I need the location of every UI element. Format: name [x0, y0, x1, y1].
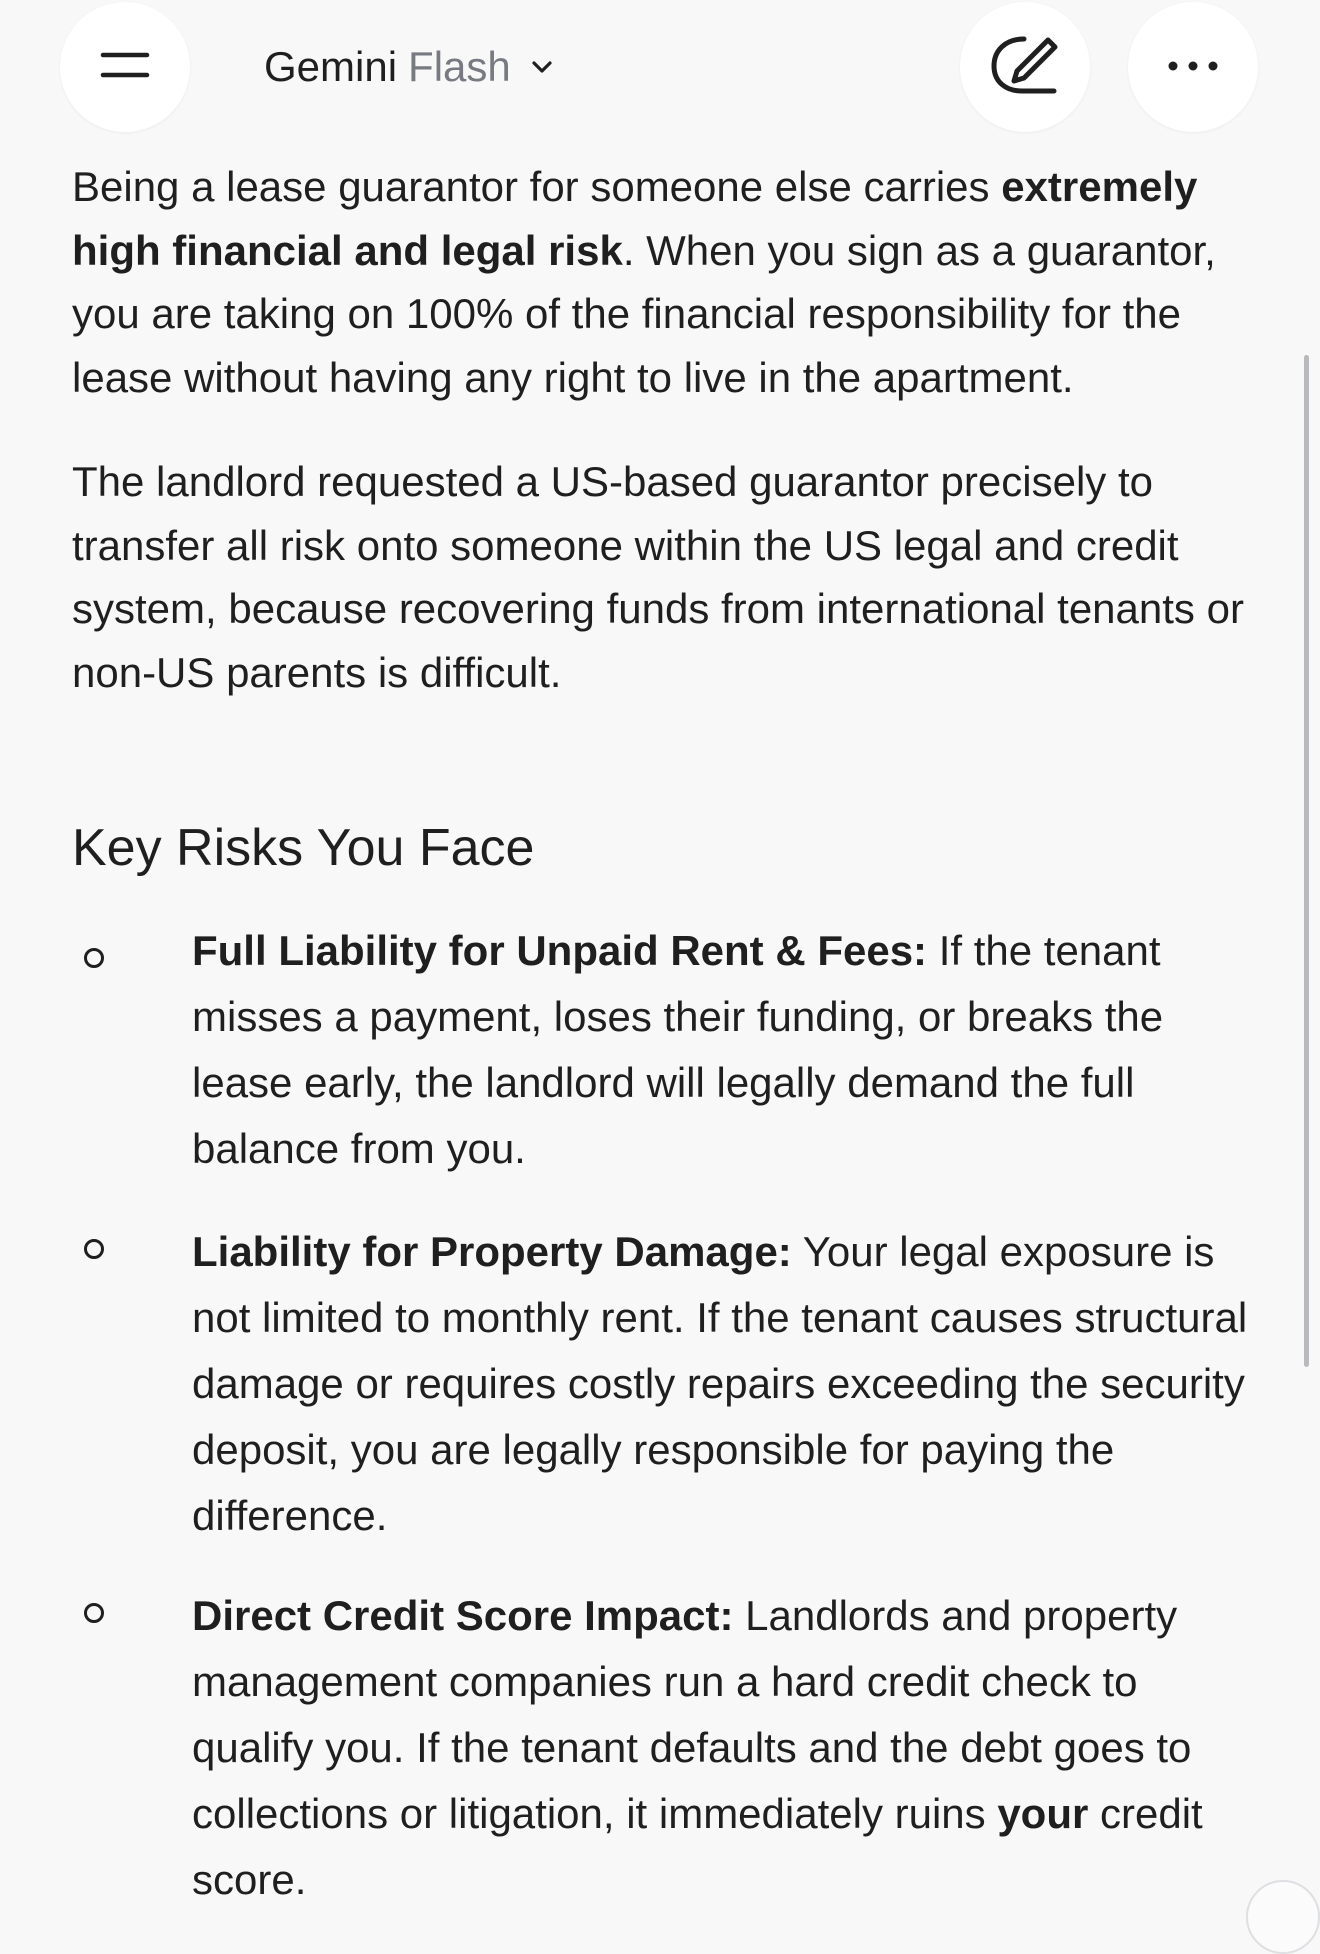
risk-text: [192, 918, 1252, 1182]
intro-paragraph: [72, 155, 1252, 409]
risk-bold-your: your: [997, 1790, 1089, 1837]
model-variant: Flash: [408, 43, 511, 90]
intro-text-end: . When you sign as a guarantor, you are taking on 100% of the financial responsibility for the lease without having any right to live in the apartment.: [72, 226, 1216, 401]
risk-description: If the tenant misses a payment, loses their funding, or breaks the lease early, the landlord will legally demand the full balance from you.: [192, 927, 1164, 1172]
new-chat-pencil-icon: [988, 33, 1062, 102]
risk-title: Direct Credit Score Impact:: [192, 1592, 734, 1639]
bullet-circle-icon: [84, 1603, 104, 1623]
scrollbar-thumb[interactable]: [1304, 355, 1309, 1367]
bullet-circle-icon: [84, 948, 104, 968]
intro-bold-risk: extremely high financial and legal risk: [72, 163, 1198, 274]
intro-text-start: Being a lease guarantor for someone else carries: [72, 163, 1002, 210]
menu-icon: [100, 50, 150, 85]
model-name: Gemini: [264, 43, 398, 90]
bullet-circle-icon: [84, 1239, 104, 1259]
more-options-button[interactable]: [1128, 2, 1258, 132]
section-heading: Key Risks You Face: [72, 819, 535, 877]
risk-text: [192, 1219, 1252, 1549]
scroll-down-button[interactable]: [1246, 1880, 1320, 1954]
more-options-icon: [1168, 58, 1218, 76]
landlord-paragraph: The landlord requested a US-based guarantor precisely to transfer all risk onto someone within the US legal and credit system, because recovering funds from international tenants or non-US parents is difficult.: [72, 458, 1244, 696]
risk-description: Your legal exposure is not limited to monthly rent. If the tenant causes structural damage or requires costly repairs exceeding the security deposit, you are legally responsible for paying the difference.: [192, 1228, 1248, 1539]
risk-title: Liability for Property Damage:: [192, 1228, 792, 1275]
risk-text: [192, 1583, 1252, 1913]
top-app-bar: [0, 0, 1320, 150]
risk-description: Landlords and property management companies run a hard credit check to qualify you. If the tenant defaults and the debt goes to collections or litigation, it immediately ruins: [192, 1592, 1192, 1837]
menu-button[interactable]: [60, 2, 190, 132]
risk-description-end: credit score.: [192, 1790, 1203, 1903]
chevron-down-icon: [531, 60, 553, 74]
risk-title: Full Liability for Unpaid Rent & Fees:: [192, 927, 928, 974]
new-chat-button[interactable]: [960, 2, 1090, 132]
model-selector[interactable]: [264, 38, 553, 96]
